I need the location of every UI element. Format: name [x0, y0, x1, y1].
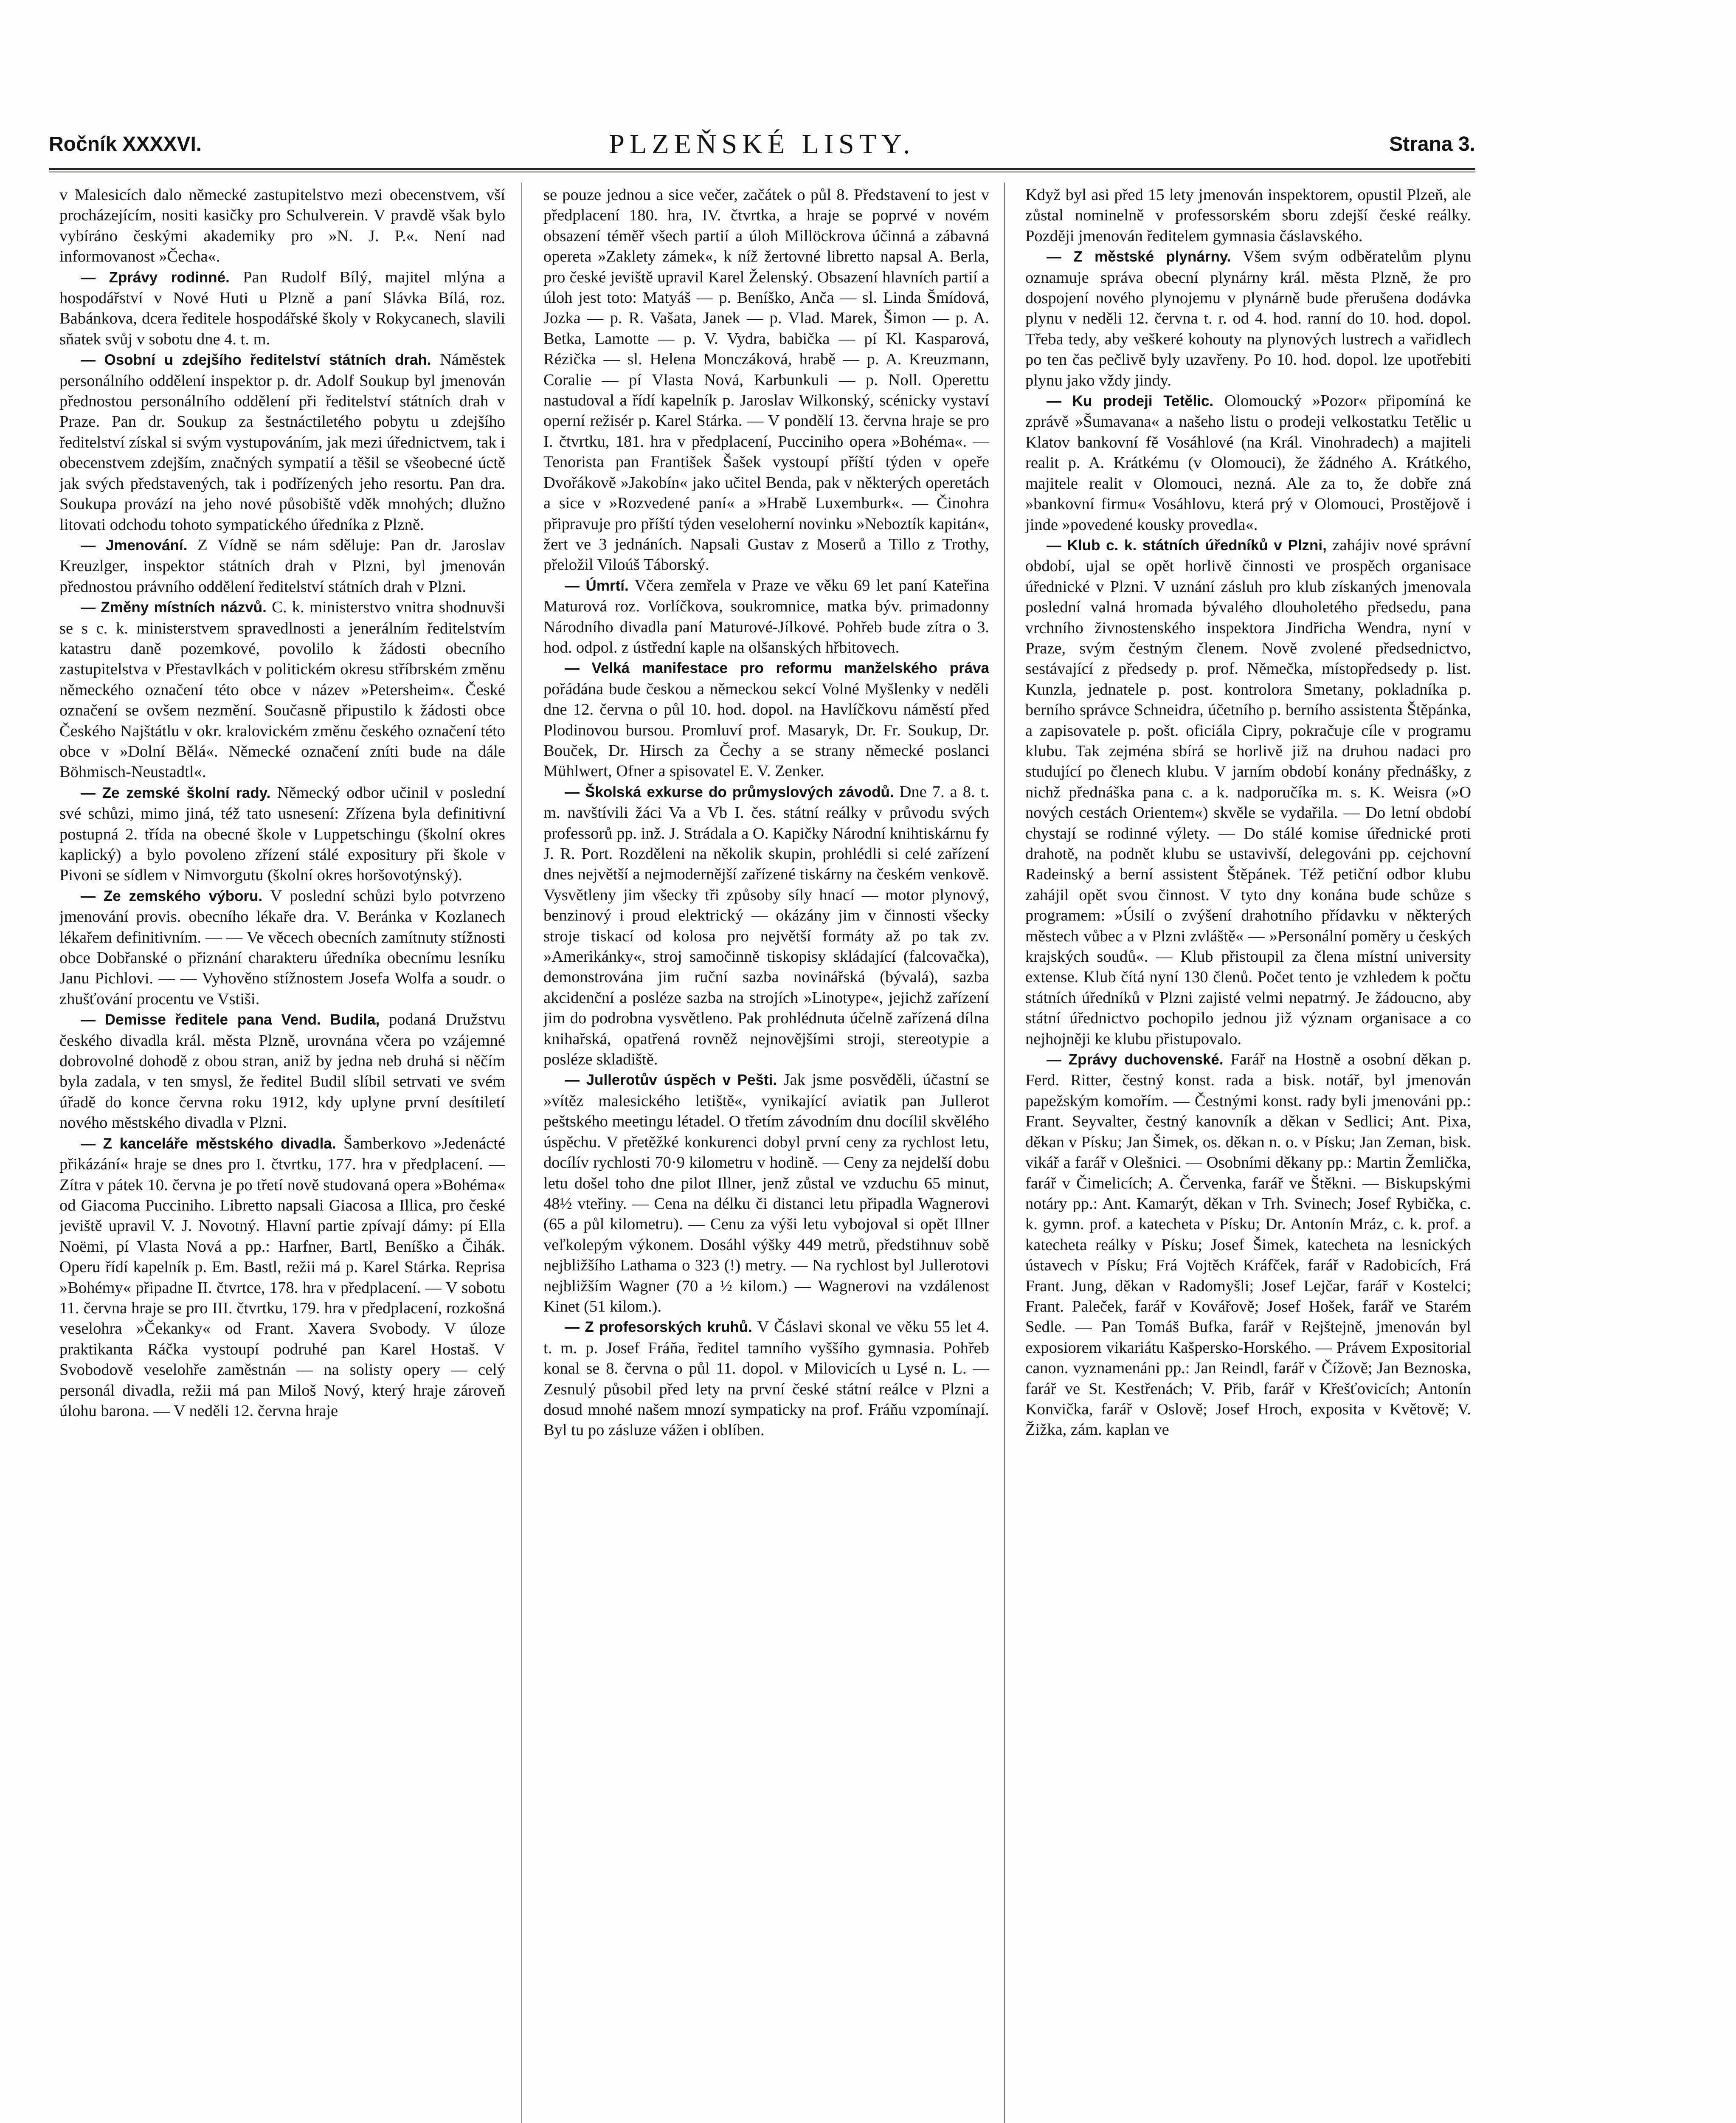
article-body: Z Vídně se nám sděluje: Pan dr. Jaroslav Kreuzlger, inspektor státních drah v Plzni, byl jmenován přednostou právního oddělení ředitelství státních drah v Plzni.	[59, 536, 505, 596]
article-heading: — Ze zemské školní rady.	[81, 784, 271, 801]
article-body: Farář na Hostně a osobní děkan p. Ferd. Ritter, čestný konst. rada a bisk. notář, byl jmenován papežským komořím. — Čestnými konst. rady byli jmenováni pp.: Frant. Seyvalter, čestný kanovník a děkan v Sedlici; Ant. Pixa, děkan v Písku; Jan Šimek, os. děkan n. o. v Písku; Jan Zeman, bisk. vikář a farář v Olešnici. — Osobními děkany pp.: Martin Žemlička, farář v Čimelicích; A. Červenka, farář ve Štěkni. — Biskupskými notáry pp.: Ant. Kamarýt, děkan v Trh. Svinech; Josef Rybička, c. k. gymn. prof. a katecheta v Písku; Dr. Antonín Mráz, c. k. prof. a katecheta reálky v Písku; Josef Šimek, katecheta na lesnických ústavech v Písku; Frá Vojtěch Kráfček, farář v Radobicích, Frá Frant. Jung, děkan v Radomyšli; Josef Lejčar, farář v Kostelci; Frant. Paleček, farář v Kovářově; Josef Hošek, farář ve Starém Sedle. — Pan Tomáš Bufka, farář v Rejštejně, jmenován byl exposiorem vikariátu Kašpersko-Horského. — Právem Expositorial canon. vyznamenáni pp.: Jan Reindl, farář v Čížově; Jan Beznoska, farář ve St. Kestřenách; V. Přib, farář v Křešťovicích; Antonín Konvička, farář v Oslově; Josef Hroch, exposita v Květově; V. Žižka, zám. kaplan ve	[1025, 1050, 1471, 1439]
text-column-2	[543, 185, 989, 2123]
article-body: V Čáslavi skonal ve věku 55 let 4. t. m. p. Josef Fráňa, ředitel tamního vyššího gymnasia. Pohřeb konal se 8. června o půl 11. dopol. v Milovicích u Lysé n. L. — Zesnulý působil před lety na první české státní reálce v Plzni a dosud mnohé našem mnozí sympaticky na prof. Fráňu vzpomínají. Byl tu po zásluze vážen i oblíben.	[543, 1318, 989, 1439]
article-body: podaná Družstvu českého divadla král. města Plzně, urovnána včera po vzájemné dobrovolné dohodě z obou stran, aniž by jedna neb druhá si něčím byla zadala, v ten smysl, že ředitel Budil slíbil setrvati ve svém úřadě do konce června roku 1912, kdy uplyne první desítiletí nového městského divadla v Plzni.	[59, 1011, 505, 1132]
article-paragraph	[1025, 535, 1471, 1049]
article-body: Německý odbor učinil v poslední své schůzi, mimo jiná, též tato usnesení: Zřízena byla definitivní postupná 2. třída na obecné škole v Luppetschingu (školní okres kaplický) a bylo povoleno zřízení stálé expositury při škole v Pivoni se sídlem v Nimvorgutu (školní okres horšovotýnský).	[59, 783, 505, 884]
article-paragraph	[59, 185, 505, 267]
volume-label: Ročník XXXXVI.	[49, 133, 202, 155]
article-heading: — Ze zemského výboru.	[81, 887, 263, 904]
article-paragraph	[59, 886, 505, 1009]
article-heading: — Zprávy duchovenské.	[1047, 1051, 1224, 1068]
article-body: Šamberkovo »Jedenácté přikázání« hraje se dnes pro I. čtvrtku, 177. hra v předplacení. — Zítra v pátek 10. června je po třetí nově studovaná opera »Bohéma« od Giacoma Pucciniho. Libretto napsali Giacosa a Illica, pro české jeviště upravil V. J. Novotný. Hlavní partie zpívají dámy: pí Ella Noëmi, pí Vlasta Nová a pp.: Harfner, Bartl, Beníško a Čihák. Operu řídí kapelník p. Em. Bastl, režii má p. Karel Stárka. Reprisa »Bohémy« připadne II. čtvrtce, 178. hra v předplacení. — V sobotu 11. června hraje se pro III. čtvrtku, 179. hra v předplacení, rozkošná veselohra »Čekanky« od Frant. Xavera Svobody. V úloze praktikanta Ráčka vystoupí podruhé pan Karel Hostaš. V Svobodově veselohře zaměstnán — na solisty opery — celý personál divadla, režii má pan Miloš Nový, který hraje zároveň úlohu barona. — V neděli 12. června hraje	[59, 1134, 505, 1420]
article-paragraph	[543, 1317, 989, 1440]
article-paragraph	[1025, 246, 1471, 391]
article-paragraph	[59, 535, 505, 597]
article-heading: — Úmrtí.	[565, 577, 629, 594]
article-heading: — Školská exkurse do průmyslových závodů.	[565, 783, 894, 800]
article-paragraph	[1025, 1049, 1471, 1440]
article-body: V poslední schůzi bylo potvrzeno jmenování provis. obecního lékaře dra. V. Beránka v Kozlanech lékařem definitivním. — — Ve věcech obecních zamítnuty stížnosti obce Dobřanské o přiznání charakteru úředníka obecnímu lesníku Janu Pichlovi. — — Vyhověno stížnostem Josefa Wolfa a soudr. o zhušťování procentu ve Vstiši.	[59, 887, 505, 1008]
article-body: se pouze jednou a sice večer, začátek o půl 8. Představení to jest v předplacení 180. hra, IV. čtvrtka, a hraje se poprvé v novém obsazení téměř všech partií a úloh Millöckrova účinná a zábavná opereta »Zaklety zámek«, k níž žertovné libretto napsal A. Berla, pro české jeviště upravil Karel Želenský. Obsazení hlavních partií a úloh jest toto: Matyáš — p. Beníško, Anča — sl. Linda Šmídová, Jozka — p. R. Vašata, Janek — p. Vlad. Marek, Šimon — p. A. Betka, Lamotte — p. V. Vydra, babička — pí Kl. Kasparová, Rézička — sl. Helena Monczáková, hrabě — p. A. Kreuzmann, Coralie — pí Vlasta Nová, Karbunkuli — p. Noll. Operettu nastudoval a řídí kapelník p. Jaroslav Wilkonský, scénicky vystaví operní režisér p. Karel Stárka. — V pondělí 13. června hraje se pro I. čtvrtku, 181. hra v předplacení, Pucciniho opera »Bohéma«. — Tenorista pan František Šašek vystoupí příští týden v opeře Dvořákově »Jakobín« jako učitel Benda, pak v některých operetách a sice v »Rozvedené paní« a »Hrabě Luxemburk«. — Činohra připravuje pro příští týden veseloherní novinku »Neboztík kapitán«, žert ve 3 jednáních. Napsali Gustav z Moserů a Tillo z Trothy, přeložil Viloúš Táborský.	[543, 186, 989, 574]
article-body: Včera zemřela v Praze ve věku 69 let paní Kateřina Maturová roz. Vorlíčkova, soukromnice, matka býv. primadonny Národního divadla paní Maturové-Jílkové. Pohřeb bude zítra o 3. hod. odpol. z ústřední kaple na olšanských hřbitovech.	[543, 576, 989, 656]
article-heading: — Jmenování.	[81, 537, 188, 554]
article-heading: — Osobní u zdejšího ředitelství státních drah.	[81, 352, 431, 369]
article-paragraph	[59, 349, 505, 535]
article-paragraph	[543, 782, 989, 1070]
article-paragraph	[1025, 185, 1471, 246]
article-paragraph	[543, 1070, 989, 1317]
article-heading: — Z městské plynárny.	[1047, 248, 1231, 265]
article-heading: — Velká manifestace pro reformu manželského práva	[565, 660, 989, 677]
article-body: Všem svým odběratelům plynu oznamuje správa obecní plynárny král. města Plzně, že pro dospojení nového plynojemu v plynárně bude přerušena dodávka plynu v neděli 12. června t. r. od 4. hod. ranní do 10. hod. dopol. Třeba tedy, aby veškeré kohouty na plynových lustrech a vařidlech po ten čas pečlivě byly uzavřeny. Po 10. hod. dopol. lze upotřebiti plynu jako vždy jindy.	[1025, 248, 1471, 389]
masthead	[49, 127, 1475, 161]
article-body: Dne 7. a 8. t. m. navštívili žáci Va a Vb I. čes. státní reálky v průvodu svých professorů pp. inž. J. Strádala a O. Kapičky Národní knihtiskárnu fy J. R. Port. Rozděleni na několik skupin, prohlédli si celé zařízení dnes největší a nejmodernější zařízené tiskárny na českém venkově. Vysvětleny jim všecky tři způsoby síly hnací — motor plynový, benzinový i proud elektrický — okázány jim v činnosti všecky stroje tiskací od kolosa pro největší formáty až po tak zv. »Amerikánky«, stroj samočinně tiskopisy skládající (falcovačka), demonstrována jim ruční sazba novinářská (bývalá), sazba akcidenční a posléze sazba na strojích »Linotype«, jejichž zařízení jim do podrobna vysvětleno. Pak prohlédnuta účelně zařízená dílna knihařská, opatřená rovněž nejnovějšími stroji, stereotypie a posléze skladiště.	[543, 783, 989, 1069]
article-paragraph	[543, 185, 989, 575]
article-heading: — Zprávy rodinné.	[81, 269, 230, 286]
text-column-3	[1025, 185, 1471, 2123]
article-body: Olomoucký »Pozor« připomíná ke zprávě »Šumavana« a našeho listu o prodeji velkostatku Tetělic u Klatov bankovní fě Vosáhlové (na Král. Vinohradech) a majiteli realit p. A. Krátkému (v Olomouci), že žádného A. Krátkého, majitele realit v Olomouci, nezná. Ale za to, že dobře zná »bankovní firmu« Vosáhlovu, která prý v Olomouci, Prostějově i jinde »povedené kousky provedla«.	[1025, 392, 1471, 534]
article-heading: — Ku prodeji Tetělic.	[1047, 393, 1214, 410]
article-body: Jak jsme posvěděli, účastní se »vítěz malesického letiště«, vynikající aviatik pan Jullerot peštského meetingu létadel. O třetím závodním dnu docílil skvělého úspěchu. V přetěžké konkurenci dobyl první ceny za rychlost letu, docílív rychlosti 70·9 kilometru v hodině. — Ceny za nejdelší dobu letu došel toho dne pilot Illner, jenž zůstal ve vzduchu 65 minut, 48½ vteřiny. — Cena na délku či distanci letu připadla Wagnerovi (65 a půl kilometru). — Cenu za výši letu vybojoval si opět Illner veľkolepým výkonem. Dosáhl výšky 449 metrů, předstihnuv sobě nejbližšího Lathama o 323 (!) metry. — Na rychlost byl Jullerotovi nejbližším Wagner (70 a ½ kilom.) — Wagnerovi na vzdálenost Kinet (51 kilom.).	[543, 1071, 989, 1315]
article-heading: — Z profesorských kruhů.	[565, 1319, 752, 1336]
article-paragraph	[543, 575, 989, 658]
article-body: Náměstek personálního oddělení inspektor p. dr. Adolf Soukup byl jmenován přednostou personálního oddělení při ředitelství státních drah v Praze. Pan dr. Soukup za šestnáctiletého pobytu u zdejšího ředitelství získal si svým vystupováním, jak mezi úřednictvem, tak i obecenstvem zdejším, značných sympatií a těšil se všeobecné úctě jak svých představených, tak i podřízených jeho resortu. Pan dra. Soukupa provází na jeho nové působiště vděk mnohých; dlužno litovati odchodu tohoto sympatického úředníka z Plzně.	[59, 351, 505, 534]
article-heading: — Klub c. k. státních úředníků v Plzni,	[1047, 537, 1327, 554]
article-paragraph	[59, 597, 505, 783]
article-heading: — Jullerotův úspěch v Pešti.	[565, 1072, 777, 1089]
article-heading: — Změny místních názvů.	[81, 599, 267, 616]
article-paragraph	[543, 658, 989, 781]
article-paragraph	[59, 783, 505, 886]
page-number: Strana 3.	[1389, 133, 1475, 155]
article-heading: — Demisse ředitele pana Vend. Budila,	[81, 1011, 380, 1028]
article-body: v Malesicích dalo německé zastupitelstvo mezi obecenstvem, vší procházejícím, nositi kasičky pro Schulverein. V pravdě však bylo vybíráno českými akademiky pro »N. J. P.«. Není nad informovanost »Čecha«.	[59, 186, 505, 266]
article-paragraph	[1025, 391, 1471, 535]
article-body: Když byl asi před 15 lety jmenován inspektorem, opustil Plzeň, ale zůstal nominelně v professorském sboru zdejší české reálky. Později jmenován ředitelem gymnasia čáslavského.	[1025, 186, 1471, 245]
article-heading: — Z kanceláře městského divadla.	[81, 1135, 336, 1152]
text-column-1	[59, 185, 505, 2123]
article-body: zahájiv nové správní období, ujal se opět horlivě činnosti ve prospěch organisace úřednické v Plzni. V uznání zásluh pro klub získaných jmenovala poslední valná hromada bývalého dlouholetého předsedu, pana vrchního živnostenského inspektora Jindřicha Wendra, nyní v Praze, svým čestným členem. Nově zvolené předsednictvo, sestávající z předsedy p. prof. Němečka, místopředsedy p. list. Kunzla, jednatele p. post. kontrolora Smetany, pokladníka p. berního správce Schneidra, účetního p. berního assistenta Štěpánka, a zapisovatele p. pošt. oficiála Cipry, pokračuje cíle v programu klubu. Tak zejména sbírá se horlivě již na druhou nadaci pro studující po členech klubu. V jarním období konány přednášky, z nichž přednáška pana c. a k. nadporučíka m. s. K. Weisra (»O nových cestách Orientem«) skvěle se vydařila. — Do letní období chystají se rodinné výlety. — Do stálé komise úřednické proti drahotě, na podnět klubu se ustavivší, delegováni pp. cejchovní Radeinský a berní assistent Štěpánek. Též petiční odbor klubu zahájil opět svou činnost. V tyto dny konána bude schůze s programem: »Úsilí o zvýšení drahotního přídavku v některých městech vůbec a v Plzni zvláště« — »Personální poměry u českých krajských soudů«. — Klub přistoupil za člena místní university extense. Klub čítá nyní 130 členů. Počet tento je vzhledem k počtu státních úředníků v Plzni zajisté velmi nepatrný. Je žádoucno, aby státní úřednictvo pochopilo jednou již význam organisace a co nejhojněji ke klubu přistupovalo.	[1025, 536, 1471, 1048]
header-rule	[49, 168, 1475, 170]
article-body: pořádána bude českou a německou sekcí Volné Myšlenky v neděli dne 12. června o půl 10. hod. dopol. na Havlíčkovu náměstí před Plodinovou bursou. Promluví prof. Masaryk, Dr. Fr. Soukup, Dr. Bouček, Dr. Hirsch za Čechy a se strany německé poslanci Mühlwert, Ofner a spisovatel E. V. Zenker.	[543, 680, 989, 780]
column-divider	[1004, 183, 1005, 2123]
column-divider	[521, 183, 522, 2123]
newspaper-title: PLZEŇSKÉ LISTY.	[609, 129, 915, 160]
article-paragraph	[59, 1009, 505, 1133]
article-paragraph	[59, 1133, 505, 1422]
article-paragraph	[59, 267, 505, 350]
article-body: Pan Rudolf Bílý, majitel mlýna a hospodářství v Nové Huti u Plzně a paní Slávka Bílá, roz. Babánkova, dcera ředitele hospodářské školy v Rokycanech, slavili sňatek svůj v sobotu dne 4. t. m.	[59, 268, 505, 348]
article-body: C. k. ministerstvo vnitra shodnuvši se s c. k. ministerstvem spravedlnosti a jenerálním ředitelstvím katastru daně pozemkové, povolilo k žádosti obecního zastupitelstva v Přestavlkách v politickém okresu stříbrském změnu německého označení této obce v název »Petersheim«. České označení se ovšem nezmění. Současně připustilo k žádosti obce Českého Najštátlu v okr. kralovickém změnu českého označení této obce v »Dolní Bělá«. Německé označení zníti bude na dále Böhmisch-Neustadtl«.	[59, 598, 505, 781]
